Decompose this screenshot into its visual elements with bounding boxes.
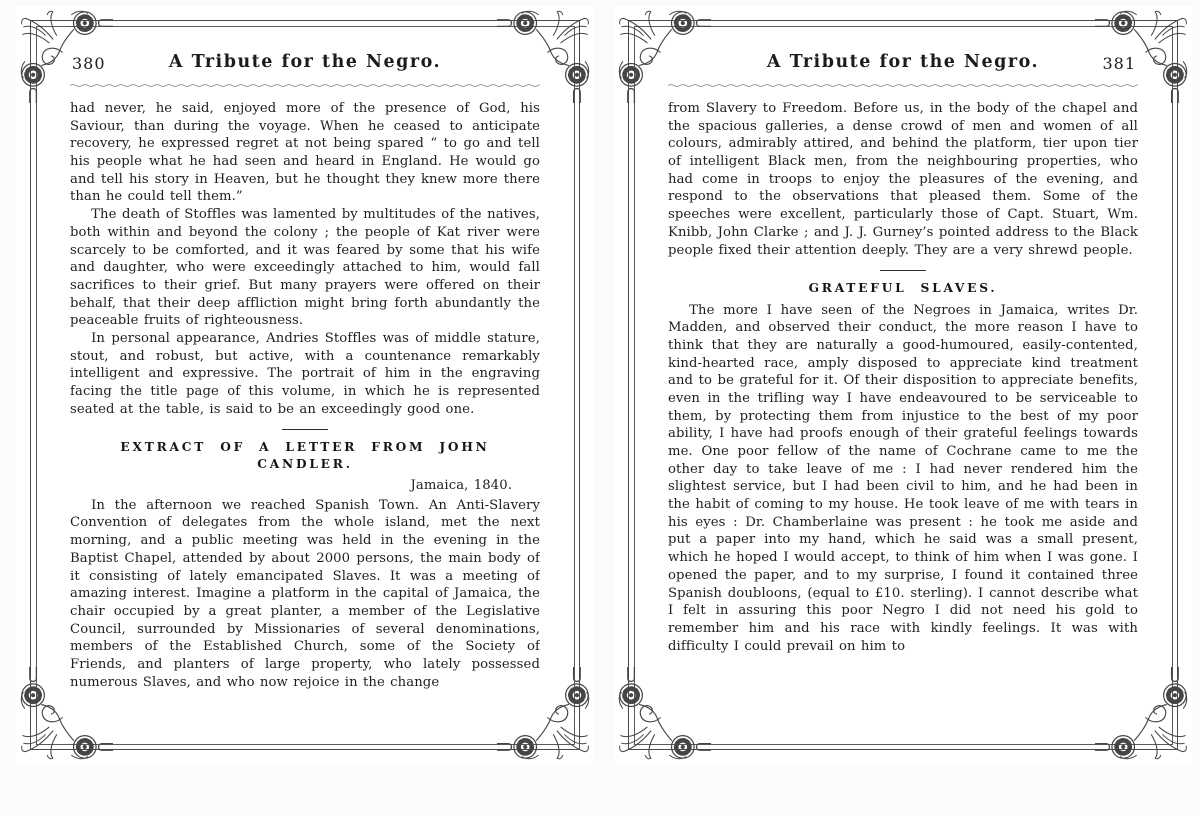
section-divider bbox=[880, 270, 926, 271]
page-381 bbox=[614, 6, 1192, 764]
paragraph: The more I have seen of the Negroes in Jamaica, writes Dr. Madden, and observed their conduct, the more reason I have to think that they are naturally a good-humoured, easily-contented, kind-hearted race, amply disposed to appreciate kind treatment and to be grateful for it. Of their disposition to appreciate benefits, even in the trifling way I have endeavoured to be serviceable to them, by protecting them from injustice to the best of my poor ability, I have had proofs enough of their grateful feelings towards me. One poor fellow of the name of Cochrane came to me the other day to take leave of me : I had never rendered him the slightest service, but I had been civil to him, and he had been in the habit of coming to my house. He took leave of me with tears in his eyes : Dr. Chamberlaine was present : he took me aside and put a paper into my hand, which he said was a small present, which he hoped I would accept, to think of him when I was gone. I opened the paper, and to my surprise, I found it contained three Spanish doubloons, (equal to £10. sterling). I cannot describe what I felt in assuring this poor Negro I did not need his gold to remember him and his race with kindly feelings. It was with difficulty I could prevail on him to bbox=[668, 302, 1138, 654]
page-content bbox=[70, 52, 540, 748]
section-heading: GRATEFUL SLAVES. bbox=[808, 281, 998, 296]
paragraph: In the afternoon we reached Spanish Town. An Anti-Slavery Convention of delegates from the whole island, met the next morning, and a public meeting was held in the evening in the Baptist Chapel, attended by about 2000 persons, the main body of it consisting of lately emancipated Slaves. It was a meeting of amazing interest. Imagine a platform in the capital of Jamaica, the chair occupied by a great planter, a member of the Legislative Council, surrounded by Missionaries of several denominations, members of the Established Church, some of the Society of Friends, and planters of large property, who lately possessed numerous Slaves, and who now rejoice in the change bbox=[70, 497, 540, 690]
running-title: A Tribute for the Negro. bbox=[766, 52, 1040, 72]
wavy-rule-icon bbox=[668, 83, 1138, 88]
page-content bbox=[668, 52, 1138, 748]
body-text bbox=[70, 100, 540, 691]
page-number: 380 bbox=[72, 54, 106, 73]
paragraph: In personal appearance, Andries Stoffles was of middle stature, stout, and robust, but active, with a countenance remarkably intelligent and expressive. The portrait of him in the engraving facing the title page of this volume, in which he is represented seated at the table, is said to be an exceedingly good one. bbox=[70, 330, 540, 417]
page-number: 381 bbox=[1102, 54, 1136, 73]
running-head bbox=[70, 52, 540, 80]
paragraph: from Slavery to Freedom. Before us, in the body of the chapel and the spacious galleries, a dense crowd of men and women of all colours, admirably attired, and behind the platform, tier upon tier of intelligent Black men, from the neighbouring properties, who had come in troops to enjoy the pleasures of the evening, and respond to the observations that pleased them. Some of the speeches were excellent, particularly those of Capt. Stuart, Wm. Knibb, John Clarke ; and J. J. Gurney’s pointed address to the Black people fixed their attention deeply. They are a very shrewd people. bbox=[668, 101, 1138, 258]
running-title: A Tribute for the Negro. bbox=[168, 52, 442, 72]
dateline: Jamaica, 1840. bbox=[410, 478, 512, 494]
running-head bbox=[668, 52, 1138, 80]
page-380 bbox=[16, 6, 594, 764]
paragraph: had never, he said, enjoyed more of the presence of God, his Saviour, than during the voyage. When he ceased to anticipate recovery, he expressed regret at not being spared “ to go and tell his people what he had seen and heard in England. He would go and tell his story in Heaven, but he thought they knew more there than he could tell them.” bbox=[70, 101, 540, 205]
paragraph: The death of Stoffles was lamented by multitudes of the natives, both within and beyond the colony ; the people of Kat river were scarcely to be comforted, and it was feared by some that his wife and daughter, who were exceedingly attached to him, would fall sacrifices to their grief. But many prayers were offered on their behalf, that their deep affliction might bring forth abundantly the peaceable fruits of righteousness. bbox=[70, 207, 540, 329]
section-divider bbox=[282, 429, 328, 430]
wavy-rule-icon bbox=[70, 83, 540, 88]
body-text bbox=[668, 100, 1138, 655]
section-heading: EXTRACT OF A LETTER FROM JOHN CANDLER. bbox=[120, 440, 490, 471]
